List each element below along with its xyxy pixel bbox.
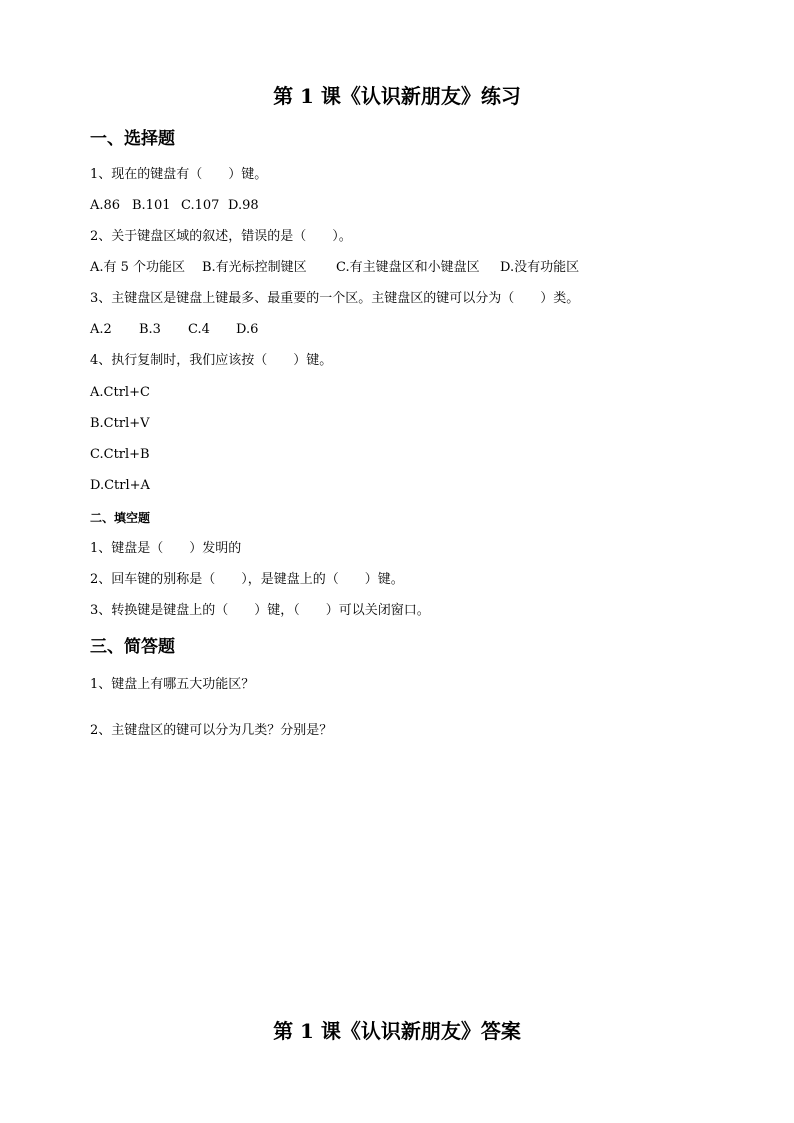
option: D.98 — [228, 198, 259, 213]
options-row — [90, 259, 790, 277]
option: C.有主键盘区和小键盘区 — [336, 260, 480, 275]
option: C.107 — [181, 198, 220, 213]
question-2: 2、关于键盘区域的叙述，错误的是（ ）。 — [90, 229, 352, 244]
question-4: 4、执行复制时，我们应该按（ ）键。 — [90, 353, 333, 368]
question-4-option-d: D.Ctrl+A — [90, 478, 150, 493]
question-1: 1、现在的键盘有（ ）键。 — [90, 167, 268, 182]
question-4-option-c: C.Ctrl+B — [90, 447, 150, 462]
option: D.没有功能区 — [500, 260, 580, 275]
short-answer-item: 2、主键盘区的键可以分为几类？分别是？ — [90, 723, 333, 738]
short-answer-item: 1、键盘上有哪五大功能区？ — [90, 677, 255, 692]
option: A.2 — [90, 322, 112, 337]
option: B.101 — [132, 198, 171, 213]
fill-in-item: 3、转换键是键盘上的（ ）键，（ ）可以关闭窗口。 — [90, 603, 430, 618]
section-heading-fill-in: 二、填空题 — [90, 511, 151, 525]
options-row — [90, 197, 790, 215]
section-heading-short-answer: 三、简答题 — [90, 637, 175, 657]
option: B.3 — [139, 322, 161, 337]
option: A.86 — [90, 198, 121, 213]
option: C.4 — [188, 322, 210, 337]
question-4-option-a: A.Ctrl+C — [90, 385, 150, 400]
question-4-option-b: B.Ctrl+V — [90, 416, 150, 431]
option: D.6 — [236, 322, 259, 337]
option: A.有 5 个功能区 — [90, 260, 186, 275]
section-heading-multiple-choice: 一、选择题 — [90, 129, 175, 149]
fill-in-item: 2、回车键的别称是（ ），是键盘上的（ ）键。 — [90, 572, 404, 587]
options-row — [90, 321, 790, 339]
option: B.有光标控制键区 — [202, 260, 307, 275]
worksheet-title: 第 1 课《认识新朋友》练习 — [273, 84, 521, 108]
question-3: 3、主键盘区是键盘上键最多、最重要的一个区。主键盘区的键可以分为（ ）类。 — [90, 291, 580, 306]
fill-in-item: 1、键盘是（ ）发明的 — [90, 541, 242, 556]
answer-title: 第 1 课《认识新朋友》答案 — [273, 1019, 521, 1043]
